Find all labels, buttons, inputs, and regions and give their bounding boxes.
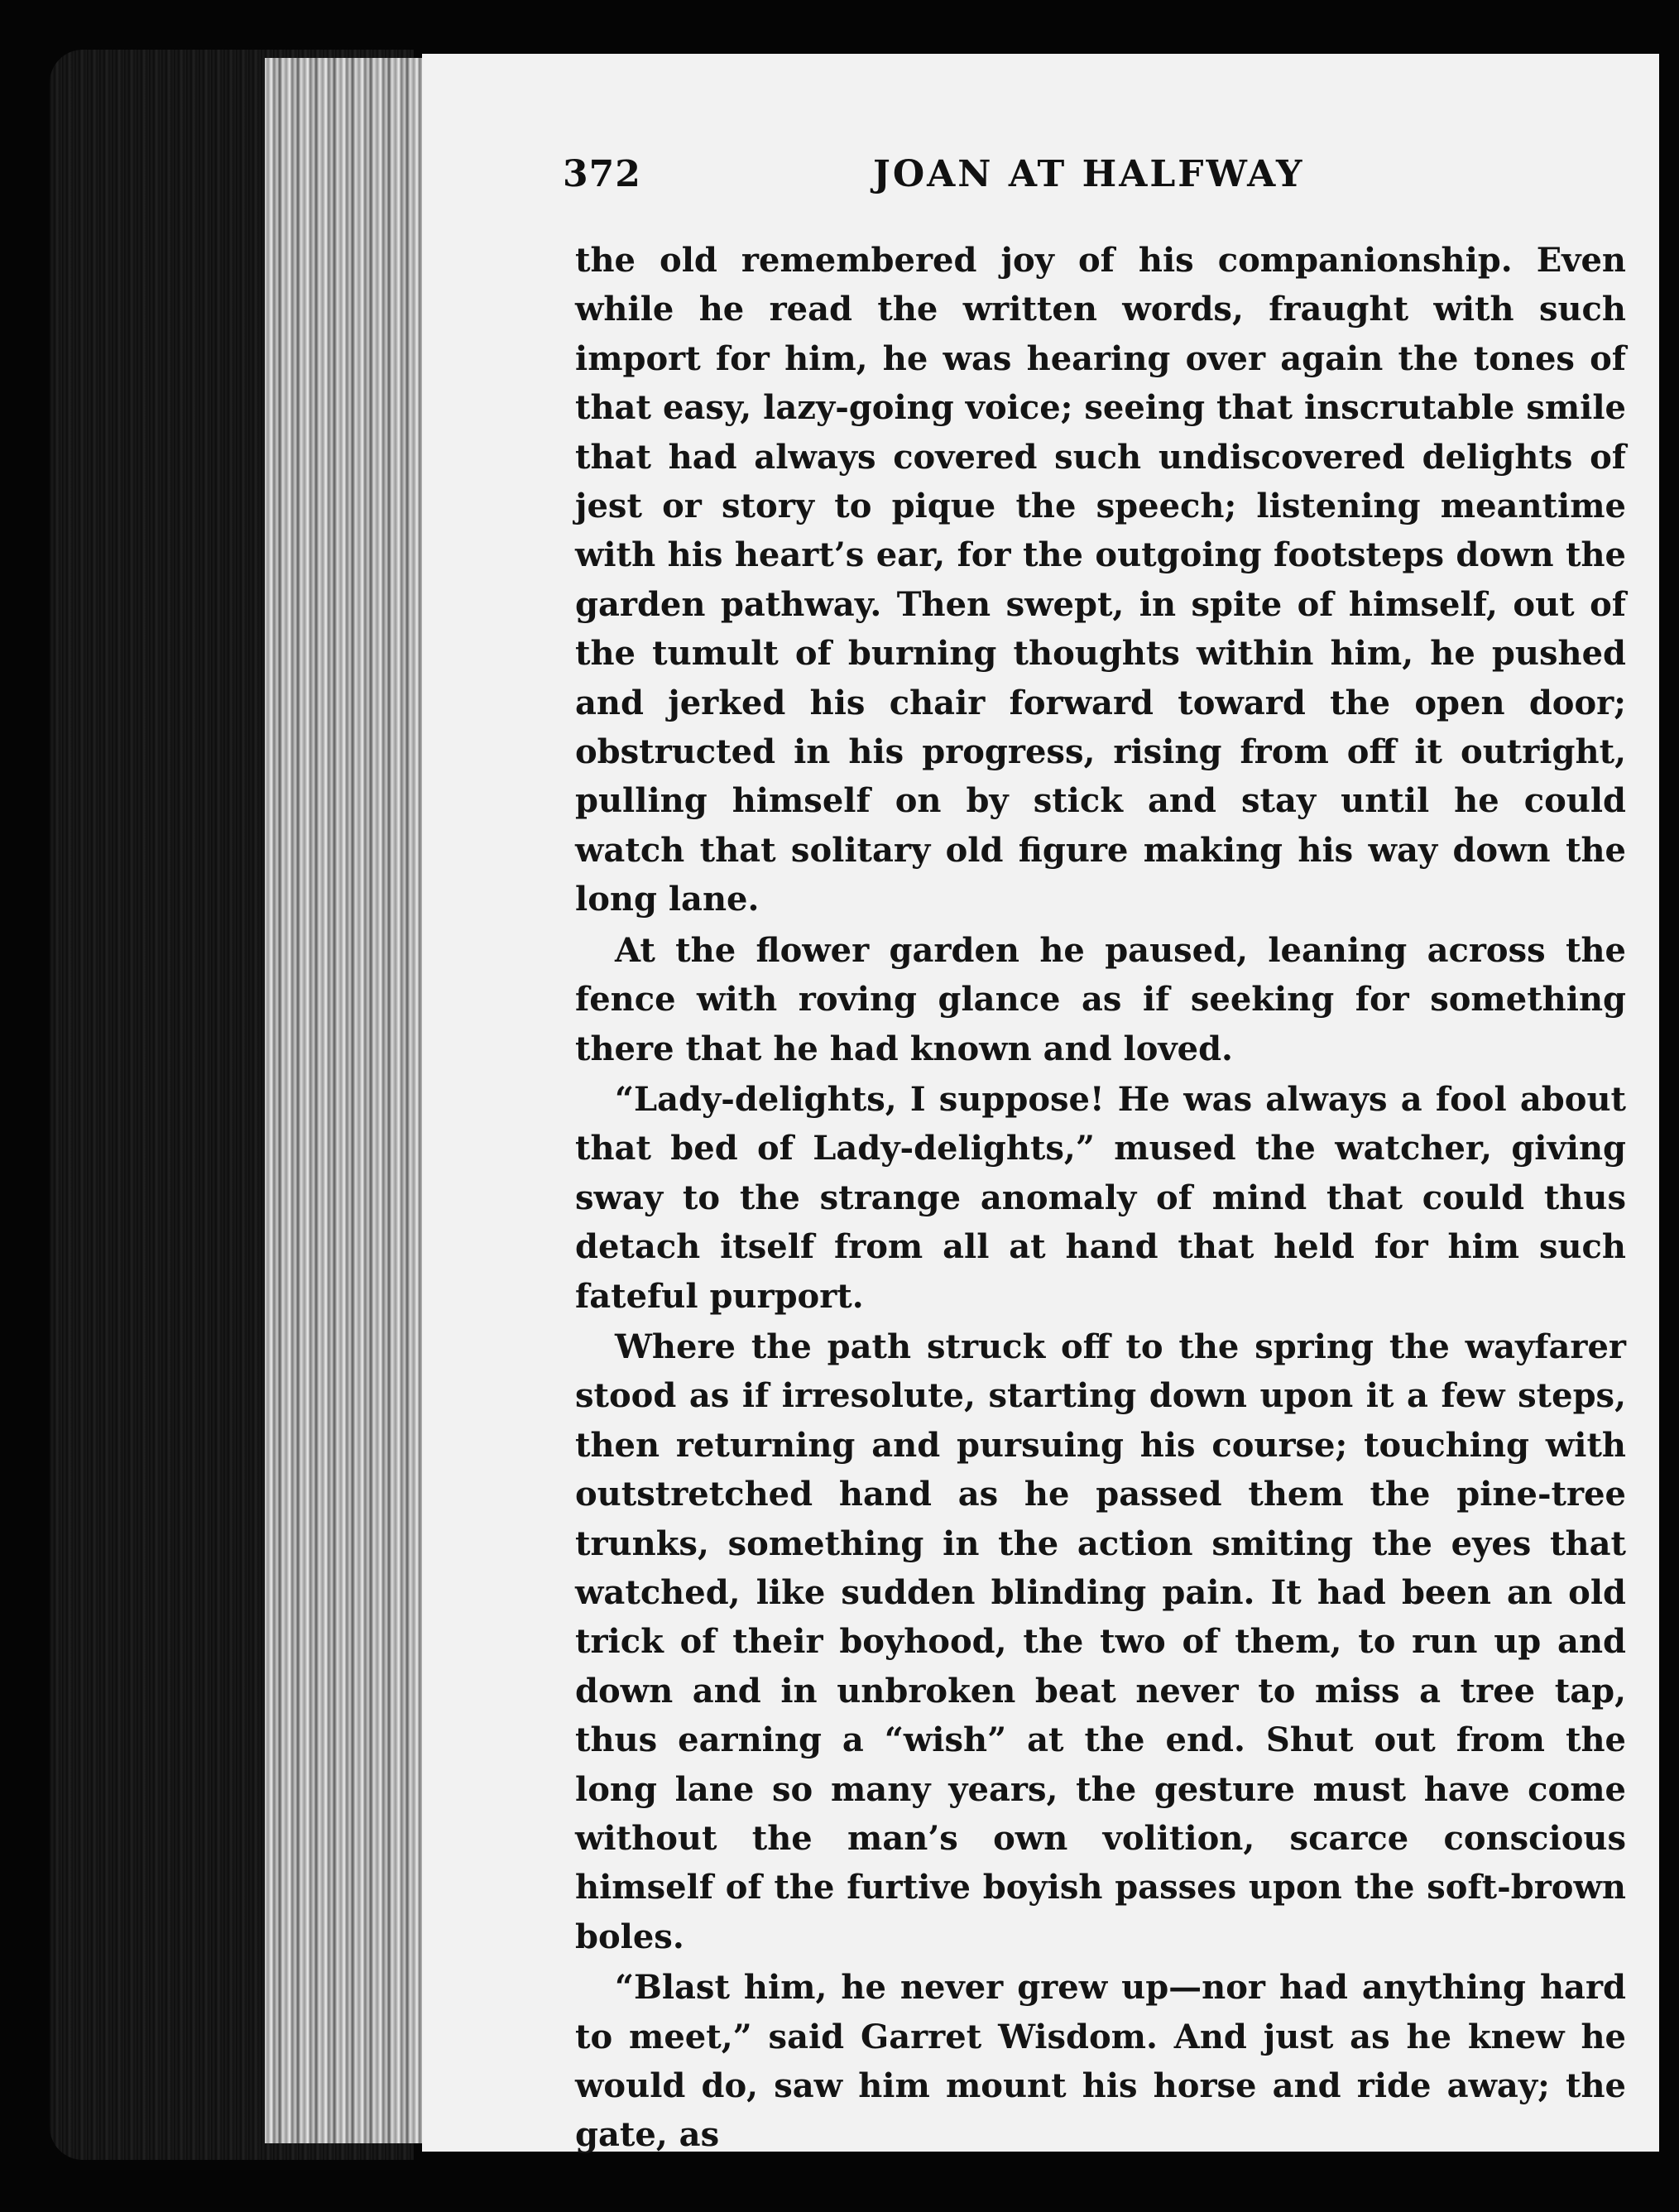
paragraph: “Lady-delights, I suppose! He was always a fool about that bed of Lady-delights,” mused the watcher, giving sway to the strange anomaly of mind that could thus detach itself from all at hand that held for him such fateful purport. [575, 1079, 1626, 1316]
running-head-title: JOAN AT HALFWAY [873, 153, 1305, 195]
book-page [422, 54, 1659, 2155]
body-text [575, 236, 1626, 2160]
paragraph: At the flower garden he paused, leaning across the fence with roving glance as if seeking for something there that he had known and loved. [575, 930, 1626, 1068]
paragraph: “Blast him, he never grew up—nor had anything hard to meet,” said Garret Wisdom. And just as he knew he would do, saw him mount his horse and ride away; the gate, as [575, 1968, 1626, 2155]
paragraph: the old remembered joy of his companionship. Even while he read the written words, fraught with such import for him, he was hearing over again the tones of that easy, lazy-going voice; seeing that inscrutable smile that had always covered such undiscovered delights of jest or story to pique the speech; listening meantime with his heart’s ear, for the outgoing footsteps down the garden pathway. Then swept, in spite of himself, out of the tumult of burning thoughts within him, he pushed and jerked his chair forward toward the open door; obstructed in his progress, rising from off it outright, pulling himself on by stick and stay until he could watch that solitary old figure making his way down the long lane. [575, 241, 1626, 919]
book-page-edges-highlight [265, 58, 422, 2143]
running-head [563, 153, 1556, 211]
page-number: 372 [563, 153, 641, 195]
paragraph: Where the path struck off to the spring the wayfarer stood as if irresolute, starting down upon it a few steps, then returning and pursuing his course; touching with outstretched hand as he passed them the pine-tree trunks, something in the action smiting the eyes that watched, like sudden blinding pain. It had been an old trick of their boyhood, the two of them, to run up and down and in unbroken beat never to miss a tree tap, thus earning a “wish” at the end. Shut out from the long lane so many years, the gesture must have come without the man’s own volition, scarce conscious himself of the furtive boyish passes upon the soft-brown boles. [575, 1327, 1626, 1956]
